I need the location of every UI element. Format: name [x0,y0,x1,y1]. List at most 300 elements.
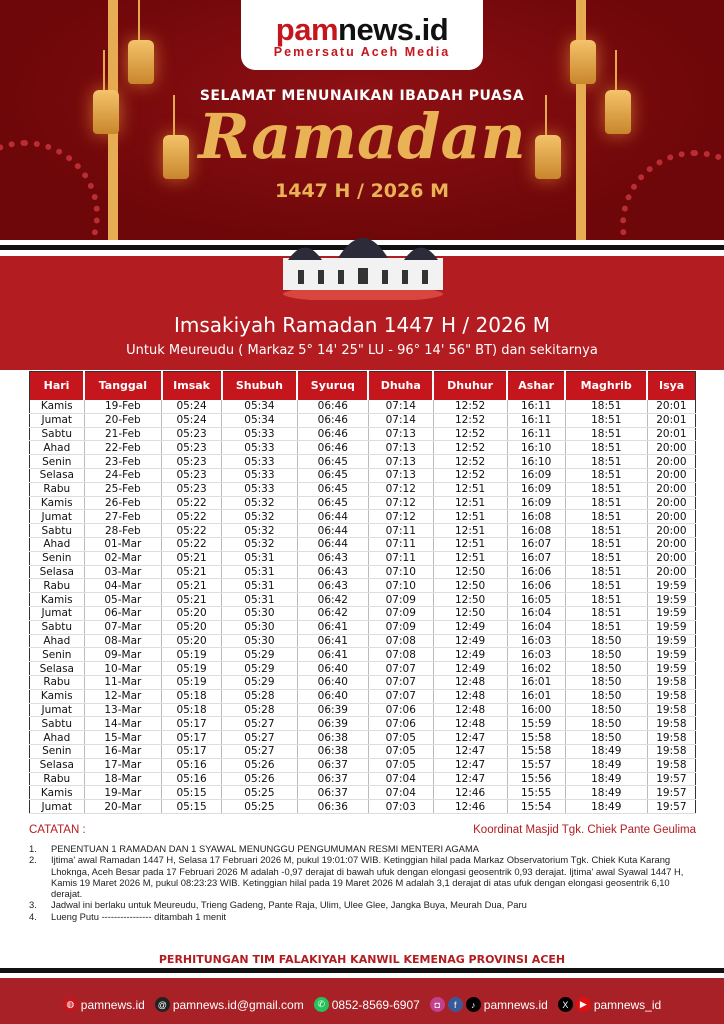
table-cell: 06-Mar [84,606,162,620]
table-row [30,772,696,786]
table-cell: 18:50 [565,675,647,689]
table-cell: 12:47 [433,758,507,772]
table-cell: 12:46 [433,800,507,814]
table-cell: Rabu [30,675,85,689]
table-cell: 12:49 [433,662,507,676]
table-cell: 12:49 [433,648,507,662]
table-header-row [30,372,696,400]
table-cell: 05:30 [222,606,298,620]
table-cell: 06:37 [297,786,368,800]
table-cell: 20:00 [647,510,695,524]
table-cell: Ahad [30,731,85,745]
social-link[interactable] [430,997,548,1012]
table-cell: 12:52 [433,441,507,455]
table-cell: Rabu [30,772,85,786]
table-cell: Jumat [30,703,85,717]
table-cell: 06:45 [297,455,368,469]
table-cell: Kamis [30,400,85,414]
table-cell: 05:29 [222,675,298,689]
table-cell: 07:14 [368,413,433,427]
table-cell: 20:01 [647,413,695,427]
table-cell: 18:51 [565,496,647,510]
table-cell: 12:50 [433,606,507,620]
table-cell: 05:26 [222,758,298,772]
table-cell: Kamis [30,786,85,800]
table-row [30,427,696,441]
table-cell: 07:12 [368,482,433,496]
table-cell: 07:04 [368,772,433,786]
table-cell: 19:57 [647,786,695,800]
table-cell: 07:05 [368,731,433,745]
table-row [30,717,696,731]
table-cell: Selasa [30,662,85,676]
table-cell: 18:51 [565,593,647,607]
table-cell: 20:01 [647,400,695,414]
lantern-icon [570,40,596,84]
logo-suffix: news.id [338,12,449,47]
table-cell: 12:52 [433,468,507,482]
column-header: Imsak [162,372,222,400]
website-link[interactable] [63,997,145,1012]
table-cell: 16:08 [507,524,565,538]
table-cell: 05:20 [162,634,222,648]
table-cell: 12:51 [433,496,507,510]
table-cell: 18:50 [565,648,647,662]
table-cell: Ahad [30,537,85,551]
table-cell: 20:01 [647,427,695,441]
table-cell: 15:59 [507,717,565,731]
table-cell: 18:51 [565,400,647,414]
table-cell: 06:46 [297,413,368,427]
facebook-icon: f [448,997,463,1012]
location-subtitle: Untuk Meureudu ( Markaz 5° 14' 25" LU - 96° 14' 56" BT) dan sekitarnya [126,343,598,358]
ramadan-title: Ramadan [198,100,526,173]
table-cell: 18:51 [565,482,647,496]
table-cell: 12:46 [433,786,507,800]
table-cell: 05:27 [222,717,298,731]
table-cell: 12:48 [433,703,507,717]
table-cell: 15-Mar [84,731,162,745]
table-cell: 16:10 [507,441,565,455]
table-cell: 12:47 [433,744,507,758]
column-header: Dhuhur [433,372,507,400]
table-cell: 12:48 [433,675,507,689]
table-cell: 06:44 [297,524,368,538]
column-header: Dhuha [368,372,433,400]
table-cell: 05:19 [162,648,222,662]
table-cell: 20:00 [647,551,695,565]
table-cell: 05:33 [222,455,298,469]
note-number: 3. [29,899,37,911]
table-cell: Senin [30,744,85,758]
whatsapp-icon: ✆ [314,997,329,1012]
table-cell: Sabtu [30,717,85,731]
table-cell: 08-Mar [84,634,162,648]
table-cell: 16:09 [507,468,565,482]
table-cell: Ahad [30,634,85,648]
logo-tagline: Pemersatu Aceh Media [273,45,451,59]
table-cell: 20:00 [647,468,695,482]
table-cell: 06:40 [297,662,368,676]
header-banner [0,0,724,245]
table-cell: 12:49 [433,634,507,648]
table-cell: 05:33 [222,482,298,496]
table-cell: 07:09 [368,593,433,607]
table-cell: 05:19 [162,675,222,689]
table-cell: 16:05 [507,593,565,607]
whatsapp-link[interactable] [314,997,420,1012]
table-cell: 07:13 [368,427,433,441]
table-cell: 07:05 [368,758,433,772]
table-cell: 05:16 [162,772,222,786]
hijri-year: 1447 H / 2026 M [275,180,449,202]
note-number: 1. [29,843,37,854]
table-cell: 05:25 [222,786,298,800]
table-cell: 27-Feb [84,510,162,524]
table-cell: 18:51 [565,455,647,469]
table-cell: 18:49 [565,744,647,758]
table-cell: 05:30 [222,634,298,648]
table-cell: 18:50 [565,689,647,703]
table-cell: Rabu [30,579,85,593]
table-cell: Jumat [30,413,85,427]
table-cell: 06:46 [297,427,368,441]
schedule-title: Imsakiyah Ramadan 1447 H / 2026 M [173,313,550,337]
table-cell: 15:54 [507,800,565,814]
table-cell: 01-Mar [84,537,162,551]
table-cell: 05:31 [222,551,298,565]
table-cell: 06:41 [297,648,368,662]
table-cell: 05:32 [222,524,298,538]
table-cell: Selasa [30,468,85,482]
table-cell: 05:21 [162,565,222,579]
table-cell: 24-Feb [84,468,162,482]
table-cell: 05:31 [222,565,298,579]
table-row [30,786,696,800]
table-cell: 12:50 [433,579,507,593]
table-cell: Jumat [30,800,85,814]
column-header: Shubuh [222,372,298,400]
table-cell: 12:51 [433,482,507,496]
table-cell: 07:13 [368,455,433,469]
table-cell: 18:51 [565,441,647,455]
table-cell: 05:28 [222,703,298,717]
logo-prefix: pam [275,12,339,47]
table-cell: 05:31 [222,593,298,607]
table-cell: 06:38 [297,731,368,745]
table-cell: 07:11 [368,537,433,551]
note-text: Lueng Putu ---------------- ditambah 1 menit [51,910,227,922]
table-cell: 05:22 [162,510,222,524]
credit-text: PERHITUNGAN TIM FALAKIYAH KANWIL KEMENAG PROVINSI ACEH [158,953,566,966]
table-cell: 05:15 [162,786,222,800]
instagram-icon: ◘ [430,997,445,1012]
table-row [30,758,696,772]
table-cell: 16:03 [507,648,565,662]
table-row [30,565,696,579]
table-cell: 05:23 [162,455,222,469]
table-cell: 07:07 [368,689,433,703]
table-cell: 05:23 [162,427,222,441]
note-item [29,854,701,899]
table-cell: 12:51 [433,537,507,551]
table-cell: 07-Mar [84,620,162,634]
table-cell: 20-Mar [84,800,162,814]
table-cell: 19:59 [647,662,695,676]
table-cell: 06:45 [297,496,368,510]
table-cell: 16:10 [507,455,565,469]
table-cell: 07:13 [368,441,433,455]
table-cell: 12:48 [433,689,507,703]
table-cell: 05:21 [162,551,222,565]
imsakiyah-table [29,371,696,814]
table-cell: 07:09 [368,606,433,620]
table-cell: 05:27 [222,744,298,758]
table-row [30,551,696,565]
table-cell: 07:03 [368,800,433,814]
note-text: PENENTUAN 1 RAMADAN DAN 1 SYAWAL MENUNGGU PENGUMUMAN RESMI MENTERI AGAMA [51,843,480,854]
table-cell: 19:59 [647,579,695,593]
table-cell: 02-Mar [84,551,162,565]
table-cell: 18-Mar [84,772,162,786]
table-cell: 16:01 [507,689,565,703]
table-cell: 26-Feb [84,496,162,510]
table-cell: 18:51 [565,565,647,579]
table-cell: 15:56 [507,772,565,786]
globe-icon: ◍ [63,997,78,1012]
x-icon: X [558,997,573,1012]
email-link[interactable] [155,997,304,1012]
table-cell: 06:40 [297,689,368,703]
table-row [30,524,696,538]
table-cell: 16:11 [507,413,565,427]
table-cell: 14-Mar [84,717,162,731]
table-cell: 23-Feb [84,455,162,469]
table-cell: 05:27 [222,731,298,745]
table-cell: 05:17 [162,731,222,745]
table-cell: 20:00 [647,565,695,579]
table-cell: 07:13 [368,468,433,482]
table-cell: 03-Mar [84,565,162,579]
table-cell: 20:00 [647,496,695,510]
table-cell: 05:18 [162,703,222,717]
table-cell: 12:51 [433,510,507,524]
table-cell: Sabtu [30,524,85,538]
table-cell: Senin [30,455,85,469]
table-cell: 16:00 [507,703,565,717]
table-row [30,620,696,634]
table-cell: 05:25 [222,800,298,814]
table-row [30,689,696,703]
table-cell: 07:08 [368,648,433,662]
notes-list [29,843,701,922]
table-cell: 12:52 [433,413,507,427]
table-cell: 07:14 [368,400,433,414]
table-cell: 16:09 [507,496,565,510]
table-cell: 19:58 [647,703,695,717]
table-cell: 05:22 [162,537,222,551]
table-cell: 18:51 [565,427,647,441]
social-link-2[interactable] [558,997,661,1012]
youtube-icon: ▶ [576,997,591,1012]
table-cell: 12:47 [433,731,507,745]
table-cell: 05:23 [162,441,222,455]
table-cell: 18:51 [565,510,647,524]
table-cell: 15:55 [507,786,565,800]
table-cell: 05:32 [222,510,298,524]
table-cell: 20:00 [647,482,695,496]
table-cell: 19:59 [647,593,695,607]
table-cell: Senin [30,551,85,565]
lantern-icon [128,40,154,84]
table-cell: 16:04 [507,620,565,634]
table-cell: 16:08 [507,510,565,524]
tiktok-icon: ♪ [466,997,481,1012]
table-cell: 18:51 [565,551,647,565]
table-cell: 07:07 [368,675,433,689]
table-cell: 06:39 [297,703,368,717]
table-cell: 06:42 [297,606,368,620]
table-row [30,482,696,496]
table-cell: 19:57 [647,772,695,786]
note-number: 4. [29,910,37,922]
table-row [30,606,696,620]
table-cell: 05:21 [162,593,222,607]
table-cell: 05:17 [162,717,222,731]
table-cell: 18:51 [565,606,647,620]
column-header: Isya [647,372,695,400]
table-cell: 16:07 [507,551,565,565]
table-cell: 17-Mar [84,758,162,772]
table-cell: 12:50 [433,565,507,579]
table-row [30,579,696,593]
table-cell: 18:51 [565,468,647,482]
table-cell: 12:51 [433,524,507,538]
table-row [30,400,696,414]
table-cell: 06:43 [297,551,368,565]
table-cell: 12:47 [433,772,507,786]
table-cell: 18:49 [565,772,647,786]
table-cell: 21-Feb [84,427,162,441]
table-cell: 16-Mar [84,744,162,758]
table-cell: 19:58 [647,675,695,689]
table-cell: 18:50 [565,717,647,731]
table-cell: 07:05 [368,744,433,758]
table-cell: 07:10 [368,579,433,593]
table-cell: 05:16 [162,758,222,772]
table-cell: 19:58 [647,744,695,758]
table-cell: 06:46 [297,400,368,414]
table-cell: 05:30 [222,620,298,634]
table-cell: 19:59 [647,648,695,662]
table-cell: 19:58 [647,758,695,772]
table-cell: 05:22 [162,496,222,510]
table-cell: Selasa [30,565,85,579]
table-cell: 16:09 [507,482,565,496]
note-item [29,843,701,854]
table-row [30,496,696,510]
table-cell: 20:00 [647,455,695,469]
table-row [30,703,696,717]
table-cell: 11-Mar [84,675,162,689]
table-cell: 18:51 [565,620,647,634]
table-cell: 19:59 [647,606,695,620]
table-cell: 05:24 [162,413,222,427]
table-cell: 06:43 [297,579,368,593]
table-row [30,455,696,469]
table-cell: 19-Feb [84,400,162,414]
table-row [30,537,696,551]
table-cell: 12:52 [433,455,507,469]
table-cell: 18:49 [565,800,647,814]
table-row [30,675,696,689]
table-cell: 05:29 [222,662,298,676]
table-cell: 07:12 [368,510,433,524]
table-cell: 05:21 [162,579,222,593]
note-text: Ijtima' awal Ramadan 1447 H, Selasa 17 Februari 2026 M, pukul 19:01:07 WIB. Ketinggian hilal pada Markaz Observatorium Tgk. Chiek Kuta Karang Lhoknga, Aceh Besar pada 17 Februari 2026 M adalah -0,97 derajat di bawah ufuk dengan elongasi geosentrik 0,93 derajat. Ijtima' awal Syawal 1447 H, Kamis 19 Maret 2026 M, pukul 08:23:23 WIB. Ketinggian hilal pada 19 Maret 2026 M adalah 3,1 derajat di atas ufuk dengan elongasi geosentrik 6,10 derajat. [51,854,684,900]
table-cell: Selasa [30,758,85,772]
table-cell: 12:50 [433,593,507,607]
table-row [30,662,696,676]
table-cell: 05:20 [162,606,222,620]
table-cell: 06:36 [297,800,368,814]
table-cell: 05:18 [162,689,222,703]
table-cell: 19:59 [647,634,695,648]
table-cell: 19-Mar [84,786,162,800]
table-cell: Senin [30,648,85,662]
table-cell: 18:51 [565,413,647,427]
divider [0,978,724,985]
table-cell: 05:22 [162,524,222,538]
table-cell: 12:49 [433,620,507,634]
table-cell: 05:29 [222,648,298,662]
note-text: Jadwal ini berlaku untuk Meureudu, Trieng Gadeng, Pante Raja, Ulim, Ulee Glee, Jangka Buya, Meurah Dua, Paru [51,899,527,911]
table-cell: 16:11 [507,427,565,441]
table-cell: 19:58 [647,689,695,703]
table-row [30,731,696,745]
column-header: Ashar [507,372,565,400]
table-row [30,510,696,524]
table-cell: 16:06 [507,579,565,593]
table-cell: Kamis [30,689,85,703]
table-cell: 06:37 [297,772,368,786]
table-cell: 16:02 [507,662,565,676]
table-cell: Sabtu [30,427,85,441]
table-cell: 20:00 [647,524,695,538]
table-cell: Kamis [30,496,85,510]
table-cell: 05:26 [222,772,298,786]
table-row [30,441,696,455]
table-cell: 05:24 [162,400,222,414]
table-cell: 12-Mar [84,689,162,703]
table-cell: 12:52 [433,400,507,414]
column-header: Tanggal [84,372,162,400]
note-number: 2. [29,854,37,866]
table-cell: 05:28 [222,689,298,703]
table-cell: 25-Feb [84,482,162,496]
table-cell: 20:00 [647,537,695,551]
table-cell: 10-Mar [84,662,162,676]
table-cell: 05:31 [222,579,298,593]
table-cell: 16:03 [507,634,565,648]
table-cell: 20-Feb [84,413,162,427]
table-cell: 07:04 [368,786,433,800]
table-cell: 05:23 [162,468,222,482]
social-handle: pamnews.id [483,997,548,1012]
table-cell: 09-Mar [84,648,162,662]
table-cell: 18:51 [565,537,647,551]
table-cell: 07:09 [368,620,433,634]
